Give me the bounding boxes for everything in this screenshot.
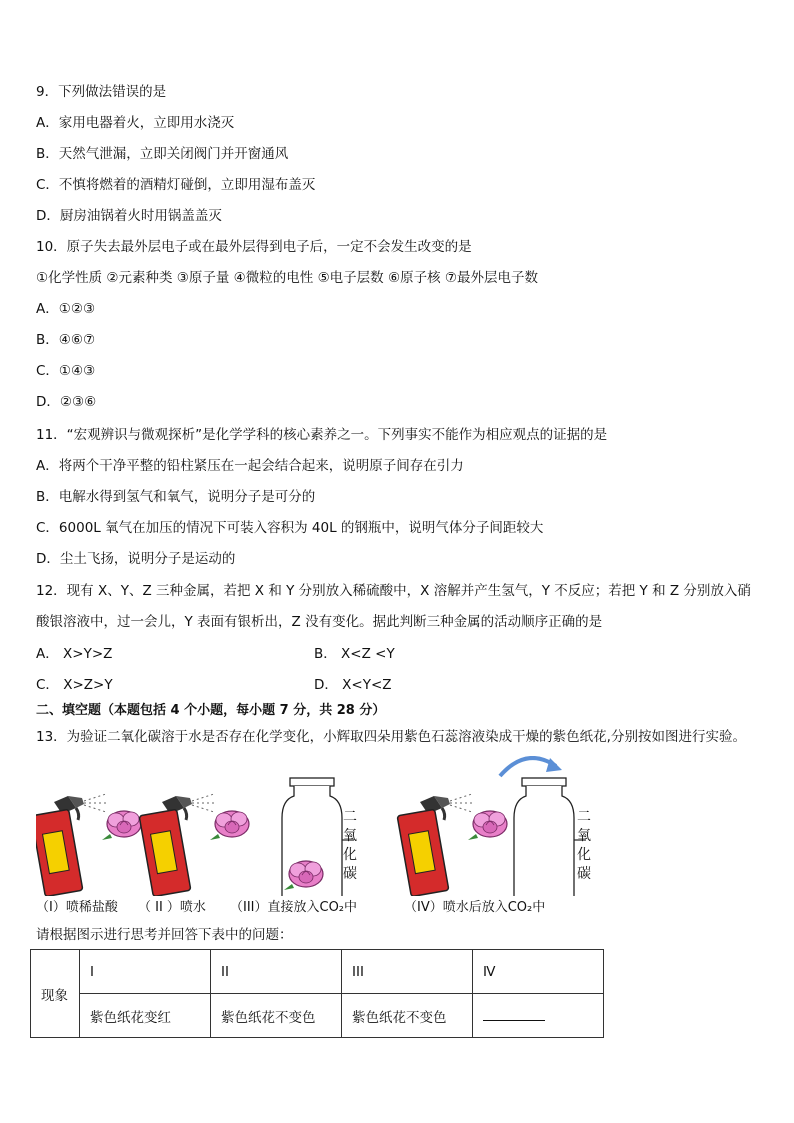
q12-option-b: B． X<Z <Y — [314, 646, 395, 662]
caption-i: （I）喷稀盐酸 — [36, 900, 118, 915]
table-row — [31, 950, 604, 994]
q9-stem: 9．下列做法错误的是 — [36, 84, 167, 100]
q12-option-c: C． X>Z>Y — [36, 677, 113, 693]
caption-ii: （ II ）喷水 — [138, 900, 206, 915]
q13-stem: 13．为验证二氧化碳溶于水是否存在化学变化，小辉取四朵用紫色石蕊溶液染成干燥的紫色纸花,分别按如图进行实验。 — [36, 729, 746, 745]
co2-label-jar3: 二 氧 化 碳 — [343, 809, 357, 882]
caption-iv: （IV）喷水后放入CO₂中 — [404, 900, 546, 915]
q10-option-d: D．②③⑥ — [36, 394, 97, 410]
q12-option-a: A． X>Y>Z — [36, 646, 113, 662]
q11-option-b: B．电解水得到氢气和氧气，说明分子是可分的 — [36, 489, 316, 505]
cell-iv[interactable] — [473, 994, 604, 1038]
q10-option-b: B．④⑥⑦ — [36, 332, 96, 348]
q9-option-c: C．不慎将燃着的酒精灯碰倒，立即用湿布盖灭 — [36, 177, 316, 193]
experiment-illustration — [36, 756, 760, 896]
caption-iii: （III）直接放入CO₂中 — [230, 900, 358, 915]
q13-prompt: 请根据图示进行思考并回答下表中的问题： — [36, 927, 293, 943]
q10-option-c: C．①④③ — [36, 363, 96, 379]
q11-option-d: D．尘土飞扬，说明分子是运动的 — [36, 551, 236, 567]
q12-stem: 12．现有 X、Y、Z 三种金属，若把 X 和 Y 分别放入稀硫酸中，X 溶解并产生氢气，Y 不反应；若把 Y 和 Z 分别放入硝酸银溶液中，过一会儿，Y 表面有银析出，Z 没有变化。据此判断三种金属的活动顺序正确的是 — [36, 583, 751, 630]
q11-option-c: C．6000L 氧气在加压的情况下可装入容积为 40L 的钢瓶中，说明气体分子间距较大 — [36, 520, 544, 536]
co2-label-jar4: 二 氧 化 碳 — [577, 809, 591, 882]
q12-option-d: D． X<Y<Z — [314, 677, 392, 693]
observation-table — [30, 949, 604, 1038]
table-row — [31, 994, 604, 1038]
q10-items: ①化学性质 ②元素种类 ③原子量 ④微粒的电性 ⑤电子层数 ⑥原子核 ⑦最外层电子数 — [36, 270, 538, 286]
column-header-iii: III — [342, 950, 473, 994]
section-heading: 二、填空题（本题包括 4 个小题，每小题 7 分，共 28 分） — [36, 703, 386, 718]
column-header-i: I — [80, 950, 211, 994]
q10-stem: 10．原子失去最外层电子或在最外层得到电子后，一定不会发生改变的是 — [36, 239, 472, 255]
q11-stem: 11．“宏观辨识与微观探析”是化学学科的核心素养之一。下列事实不能作为相应观点的证据的是 — [36, 427, 608, 443]
q9-option-a: A．家用电器着火，立即用水浇灭 — [36, 115, 235, 131]
row-header: 现象 — [31, 950, 80, 1038]
q10-option-a: A．①②③ — [36, 301, 96, 317]
column-header-iv: Ⅳ — [473, 950, 604, 994]
cell-iii: 紫色纸花不变色 — [342, 994, 473, 1038]
q9-option-d: D．厨房油锅着火时用锅盖盖灭 — [36, 208, 222, 224]
q11-option-a: A．将两个干净平整的铅柱紧压在一起会结合起来，说明原子间存在引力 — [36, 458, 464, 474]
experiment-figure — [36, 756, 760, 921]
q9-option-b: B．天然气泄漏，立即关闭阀门并开窗通风 — [36, 146, 289, 162]
cell-ii: 紫色纸花不变色 — [211, 994, 342, 1038]
answer-blank[interactable] — [483, 1006, 545, 1021]
column-header-ii: II — [211, 950, 342, 994]
cell-i: 紫色纸花变红 — [80, 994, 211, 1038]
